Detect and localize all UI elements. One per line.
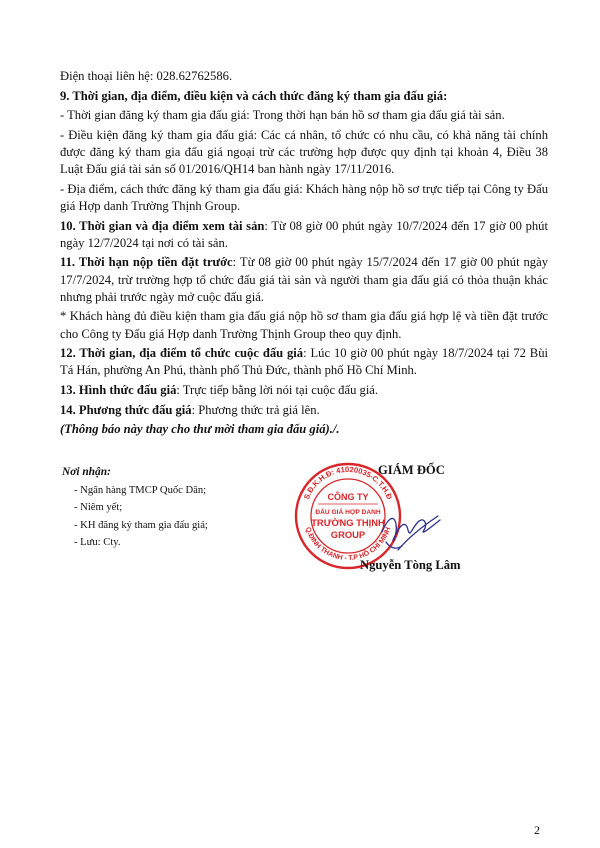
recipient-item: - Lưu: Cty. [74, 537, 121, 549]
section-11 [60, 254, 548, 306]
page-number: 2 [534, 823, 540, 837]
seal-inner-ring [311, 479, 385, 553]
closing-note: (Thông báo này thay cho thư mời tham gia đấu giá)./. [60, 422, 340, 437]
section-13-text: : Trực tiếp bằng lời nói tại cuộc đấu giá. [176, 382, 379, 397]
seal-ring-bottom-text: Q.ĐINH THANH - T.P HỒ CHÍ MINH [303, 526, 393, 563]
section-13-label: 13. Hình thức đấu giá [60, 382, 177, 397]
section-11-text: : Từ 08 giờ 00 phút ngày 15/7/2024 đến 17 giờ 00 phút ngày 17/7/2024, trừ trường hợp tổ chức đấu giá tài sản và người tham gia đấu giá có thỏa thuận khác nhưng phải trước ngày mở cuộc đấu giá. [60, 255, 548, 304]
section-10-label: 10. Thời gian và địa điểm xem tài sản [60, 218, 265, 233]
section-11-note: * Khách hàng đủ điều kiện tham gia đấu giá nộp hồ sơ tham gia đấu giá hợp lệ và tiền đặt trước cho Công ty Đấu giá Hợp danh Trường Thịnh Group theo quy định. [60, 309, 548, 341]
section-12-label: 12. Thời gian, địa điểm tổ chức cuộc đấu giá [60, 346, 304, 361]
section-10 [60, 218, 548, 252]
recipients-heading: Nơi nhận: [62, 466, 111, 478]
recipient-item: - KH đăng ký tham gia đấu giá; [74, 519, 208, 531]
seal-line-4: GROUP [330, 529, 366, 540]
recipient-item: - Ngân hàng TMCP Quốc Dân; [74, 484, 207, 496]
contact-phone: Điện thoại liên hệ: 028.62762586. [60, 69, 233, 83]
signatory-name: Nguyễn Tòng Lâm [360, 558, 461, 572]
recipient-item: - Niêm yết; [74, 502, 123, 514]
section-14-text: : Phương thức trả giá lên. [191, 402, 320, 417]
recipients-block [62, 464, 282, 552]
seal-ring-top-text: S.Đ.K.H.Đ: 41020035-C.T.H.Đ [301, 464, 395, 501]
section-9-place: - Địa điểm, cách thức đăng ký tham gia đấu giá: Khách hàng nộp hồ sơ trực tiếp tại Công ty Đấu giá Hợp danh Trường Thịnh Group. [60, 181, 548, 213]
section-14-label: 14. Phương thức đấu giá [60, 402, 192, 417]
section-14 [60, 402, 548, 419]
section-12-text: : Lúc 10 giờ 00 phút ngày 18/7/2024 tại 72 Bùi Tá Hán, phường An Phú, thành phố Thủ Đức, thành phố Hồ Chí Minh. [60, 346, 549, 378]
signatory-title: GIÁM ĐỐC [378, 463, 445, 477]
section-10-text: : Từ 08 giờ 00 phút ngày 10/7/2024 đến 17 giờ 00 phút ngày 12/7/2024 tại nơi có tài sản. [60, 218, 548, 250]
section-9-conditions: - Điều kiện đăng ký tham gia đấu giá: Các cá nhân, tổ chức có nhu cầu, có khả năng tài chính được đăng ký tham gia đấu giá ngoại trừ các trường hợp được quy định tại khoản 4, Điều 38 Luật Đấu giá tài sản số 01/2016/QH14 ban hành ngày 17/11/2016. [60, 127, 548, 177]
section-9-time: - Thời gian đăng ký tham gia đấu giá: Trong thời hạn bán hồ sơ tham gia đấu giá tài sản. [60, 108, 505, 123]
section-9-heading: 9. Thời gian, địa điểm, điều kiện và cách thức đăng ký tham gia đấu giá: [60, 88, 448, 103]
seal-line-2: ĐẤU GIÁ HỢP DANH [315, 509, 381, 516]
section-12 [60, 345, 548, 379]
section-11-label: 11. Thời hạn nộp tiền đặt trước [60, 255, 233, 270]
seal-line-1: CÔNG TY [327, 492, 369, 502]
section-13 [60, 382, 548, 399]
company-seal [296, 464, 400, 568]
document-body [60, 68, 548, 441]
seal-line-3: TRƯỜNG THỊNH [311, 517, 385, 528]
